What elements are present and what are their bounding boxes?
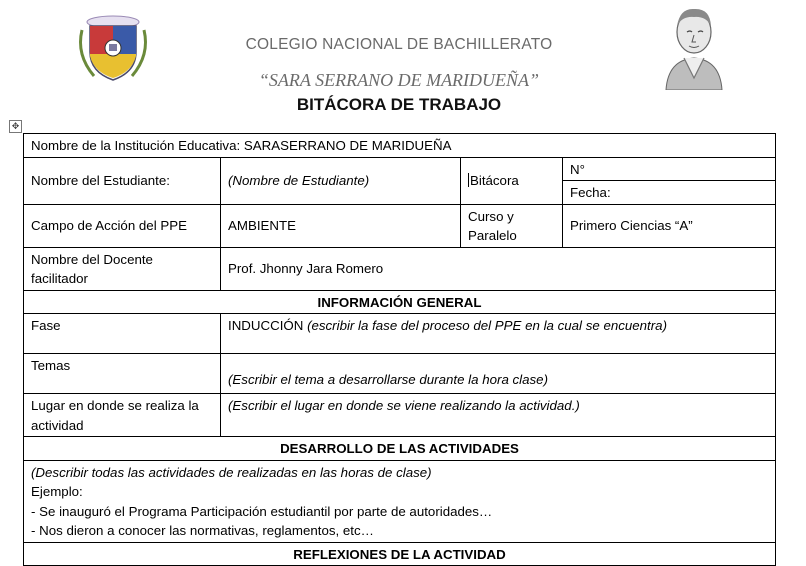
docente-value[interactable]: Prof. Jhonny Jara Romero [221, 247, 776, 290]
bitacora-number[interactable]: N° [563, 157, 776, 181]
table-row [24, 542, 776, 566]
docente-label[interactable]: Nombre del Docente facilitador [24, 247, 221, 290]
fase-hint: (escribir la fase del proceso del PPE en la cual se encuentra) [307, 318, 668, 333]
table-row [24, 247, 776, 290]
table-row [24, 437, 776, 461]
curso-value[interactable]: Primero Ciencias “A” [563, 204, 776, 247]
desarrollo-example-label: Ejemplo: [31, 484, 83, 499]
table-row [24, 134, 776, 158]
table-row [24, 394, 776, 437]
desarrollo-hint: (Describir todas las actividades de realizadas en las horas de clase) [31, 464, 432, 480]
school-name: COLEGIO NACIONAL DE BACHILLERATO [245, 36, 553, 53]
bitacora-date[interactable]: Fecha: [563, 181, 776, 205]
table-row [24, 290, 776, 314]
curso-label[interactable]: Curso y Paralelo [461, 204, 563, 247]
table-row [24, 157, 776, 181]
desarrollo-line: - Nos dieron a conocer las normativas, reglamentos, etc… [31, 523, 374, 538]
fase-value: INDUCCIÓN [228, 318, 304, 333]
lugar-hint[interactable]: (Escribir el lugar en donde se viene realizando la actividad.) [221, 394, 776, 437]
campo-value[interactable]: AMBIENTE [221, 204, 461, 247]
campo-label[interactable]: Campo de Acción del PPE [24, 204, 221, 247]
institution-cell[interactable] [24, 134, 776, 158]
desarrollo-cell[interactable] [24, 460, 776, 542]
school-subtitle: “SARA SERRANO DE MARIDUEÑA” [258, 70, 540, 90]
fase-cell[interactable] [221, 314, 776, 354]
table-row [24, 460, 776, 542]
desarrollo-line: - Se inauguró el Programa Participación estudiantil por parte de autoridades… [31, 503, 493, 519]
fase-label[interactable]: Fase [24, 314, 221, 354]
table-move-handle-icon[interactable]: ✥ [9, 120, 22, 133]
bitacora-cell[interactable] [461, 157, 563, 204]
reflexiones-header: REFLEXIONES DE LA ACTIVIDAD [24, 542, 776, 566]
institution-value: SARASERRANO DE MARIDUEÑA [243, 138, 452, 153]
student-label[interactable]: Nombre del Estudiante: [24, 157, 221, 204]
bitacora-label: Bitácora [470, 173, 519, 189]
student-value[interactable]: (Nombre de Estudiante) [221, 157, 461, 204]
table-row [24, 314, 776, 354]
desarrollo-header: DESARROLLO DE LAS ACTIVIDADES [24, 437, 776, 461]
institution-label: Nombre de la Institución Educativa: [31, 138, 241, 153]
temas-hint[interactable]: (Escribir el tema a desarrollarse durante la hora clase) [221, 354, 776, 394]
bitacora-table [23, 133, 776, 566]
document-title: BITÁCORA DE TRABAJO [296, 95, 502, 114]
lugar-label[interactable]: Lugar en donde se realiza la actividad [24, 394, 221, 437]
info-general-header: INFORMACIÓN GENERAL [24, 290, 776, 314]
text-cursor [468, 173, 469, 187]
table-row [24, 354, 776, 394]
table-row [24, 204, 776, 247]
temas-label[interactable]: Temas [24, 354, 221, 394]
